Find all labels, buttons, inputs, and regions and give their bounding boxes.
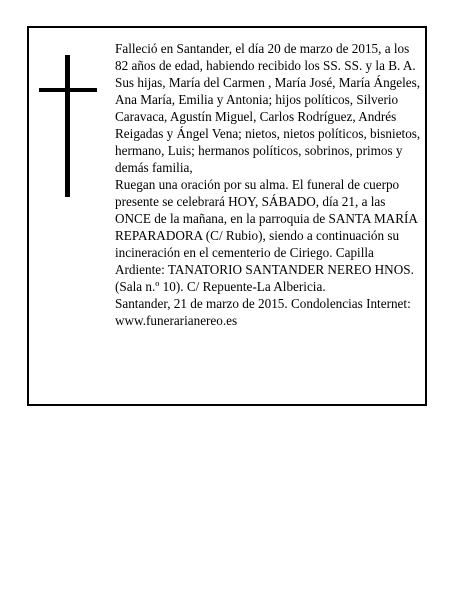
obituary-notice bbox=[27, 26, 427, 406]
cross-icon bbox=[39, 55, 97, 197]
cross-vertical-bar bbox=[65, 55, 70, 197]
family-list: Sus hijas, María del Carmen , María José, María Ángeles, Ana María, Emilia y Antonia; hijos políticos, Silverio Caravaca, Agustín Miguel, Carlos Rodríguez, Andrés Reigadas y Ángel Vena; nietos, nietos políticos, bisnietos, hermano, Luis; hermanos políticos, sobrinos, primos y demás familia, bbox=[115, 75, 421, 175]
death-announcement: Falleció en Santander, el día 20 de marzo de 2015, a los 82 años de edad, habiendo recibido los SS. SS. y la B. A. bbox=[115, 41, 416, 73]
cross-horizontal-bar bbox=[39, 88, 97, 92]
funeral-details: Ruegan una oración por su alma. El funeral de cuerpo presente se celebrará HOY, SÁBADO, día 21, a las ONCE de la mañana, en la parroquia de SANTA MARÍA REPARADORA (C/ Rubio), siendo a continuación su incineración en el cementerio de Ciriego. Capilla Ardiente: TANATORIO SANTANDER NEREO HNOS. (Sala n.º 10). C/ Repuente-La Albericia. bbox=[115, 177, 418, 294]
date-and-condolences: Santander, 21 de marzo de 2015. Condolencias Internet: www.funerarianereo.es bbox=[115, 296, 411, 328]
notice-text bbox=[115, 40, 423, 329]
